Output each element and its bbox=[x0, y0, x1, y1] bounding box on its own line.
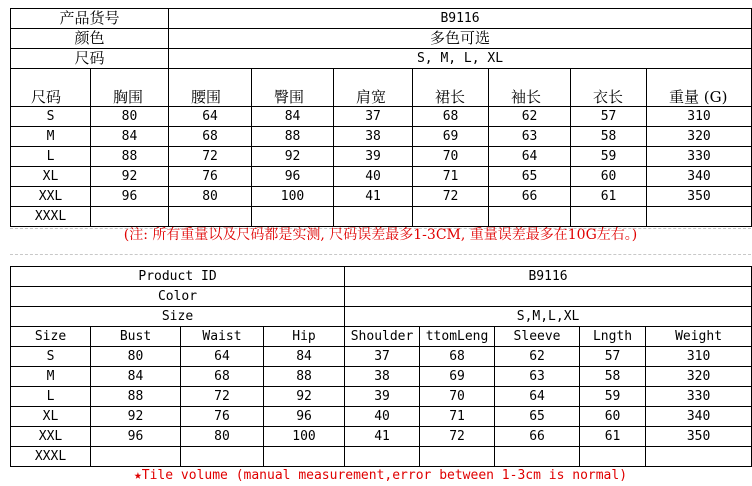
value-cell: 100 bbox=[252, 187, 334, 207]
size-cell: M bbox=[11, 367, 91, 387]
size-cell: L bbox=[11, 387, 91, 407]
table-row bbox=[11, 427, 752, 447]
value-cell: 64 bbox=[489, 147, 571, 167]
value-cell: 64 bbox=[495, 387, 580, 407]
value-cell: 63 bbox=[495, 367, 580, 387]
size-cell: XL bbox=[11, 407, 91, 427]
value-cell: 69 bbox=[420, 367, 495, 387]
value-cell: 92 bbox=[91, 407, 181, 427]
value-cell: 71 bbox=[413, 167, 489, 187]
table-row bbox=[11, 167, 752, 187]
value-cell bbox=[571, 207, 647, 227]
size-cell: S bbox=[11, 347, 91, 367]
table-row bbox=[11, 207, 752, 227]
size-label: 尺码 bbox=[11, 49, 169, 69]
header-cell: Bust bbox=[91, 327, 181, 347]
value-cell: 38 bbox=[334, 127, 413, 147]
value-cell: 320 bbox=[647, 127, 752, 147]
value-cell: 88 bbox=[91, 147, 169, 167]
measurement-note-chinese: (注: 所有重量以及尺码都是实测, 尺码误差最多1-3CM, 重量误差最多在10G左右。) bbox=[123, 227, 638, 243]
value-cell: 41 bbox=[345, 427, 420, 447]
header-cell: 袖长 bbox=[489, 69, 571, 107]
value-cell: 84 bbox=[91, 127, 169, 147]
value-cell: 88 bbox=[91, 387, 181, 407]
value-cell: 64 bbox=[181, 347, 264, 367]
value-cell: 88 bbox=[264, 367, 345, 387]
value-cell: 72 bbox=[413, 187, 489, 207]
value-cell: 69 bbox=[413, 127, 489, 147]
value-cell: 80 bbox=[91, 107, 169, 127]
size-rows bbox=[11, 347, 752, 467]
value-cell: 64 bbox=[169, 107, 252, 127]
value-cell: 72 bbox=[169, 147, 252, 167]
header-cell: Shoulder bbox=[345, 327, 420, 347]
product-id-row bbox=[11, 9, 752, 29]
color-value: 多色可选 bbox=[169, 29, 752, 49]
size-value: S, M, L, XL bbox=[169, 49, 752, 69]
value-cell bbox=[489, 207, 571, 227]
value-cell: 40 bbox=[334, 167, 413, 187]
value-cell bbox=[181, 447, 264, 467]
measurement-note-english: ★Tile volume (manual measurement,error between 1-3cm is normal) bbox=[133, 468, 628, 483]
value-cell: 62 bbox=[489, 107, 571, 127]
divider bbox=[10, 254, 751, 255]
value-cell: 80 bbox=[181, 427, 264, 447]
value-cell: 320 bbox=[646, 367, 752, 387]
product-id-label: Product ID bbox=[11, 267, 345, 287]
product-id-row bbox=[11, 267, 752, 287]
value-cell: 96 bbox=[252, 167, 334, 187]
header-cell: Weight bbox=[646, 327, 752, 347]
value-cell: 76 bbox=[181, 407, 264, 427]
table-row bbox=[11, 147, 752, 167]
product-id-value: B9116 bbox=[169, 9, 752, 29]
value-cell: 58 bbox=[571, 127, 647, 147]
size-row bbox=[11, 307, 752, 327]
value-cell: 70 bbox=[413, 147, 489, 167]
value-cell: 76 bbox=[169, 167, 252, 187]
value-cell: 71 bbox=[420, 407, 495, 427]
size-cell: XL bbox=[11, 167, 91, 187]
size-chart-english bbox=[10, 266, 752, 467]
value-cell: 40 bbox=[345, 407, 420, 427]
header-row bbox=[11, 327, 752, 347]
value-cell: 61 bbox=[571, 187, 647, 207]
value-cell: 58 bbox=[580, 367, 646, 387]
value-cell: 310 bbox=[647, 107, 752, 127]
product-id-value: B9116 bbox=[345, 267, 752, 287]
size-label: Size bbox=[11, 307, 345, 327]
value-cell: 340 bbox=[647, 167, 752, 187]
value-cell bbox=[420, 447, 495, 467]
value-cell: 96 bbox=[91, 187, 169, 207]
value-cell: 70 bbox=[420, 387, 495, 407]
value-cell: 96 bbox=[91, 427, 181, 447]
value-cell: 92 bbox=[264, 387, 345, 407]
size-cell: S bbox=[11, 107, 91, 127]
value-cell: 350 bbox=[646, 427, 752, 447]
value-cell: 57 bbox=[571, 107, 647, 127]
value-cell: 57 bbox=[580, 347, 646, 367]
header-cell: 尺码 bbox=[11, 69, 91, 107]
table-row bbox=[11, 127, 752, 147]
value-cell: 68 bbox=[169, 127, 252, 147]
header-cell: Hip bbox=[264, 327, 345, 347]
color-row bbox=[11, 29, 752, 49]
size-chart-chinese bbox=[10, 8, 752, 227]
value-cell: 66 bbox=[489, 187, 571, 207]
header-cell: ttomLeng bbox=[420, 327, 495, 347]
value-cell: 84 bbox=[252, 107, 334, 127]
size-cell: M bbox=[11, 127, 91, 147]
value-cell: 80 bbox=[169, 187, 252, 207]
table-row bbox=[11, 107, 752, 127]
header-cell: 胸围 bbox=[91, 69, 169, 107]
color-row bbox=[11, 287, 752, 307]
header-cell: 腰围 bbox=[169, 69, 252, 107]
size-rows bbox=[11, 107, 752, 227]
product-id-label: 产品货号 bbox=[11, 9, 169, 29]
value-cell: 68 bbox=[420, 347, 495, 367]
header-cell: 肩宽 bbox=[334, 69, 413, 107]
size-cell: L bbox=[11, 147, 91, 167]
value-cell bbox=[91, 447, 181, 467]
table-row bbox=[11, 187, 752, 207]
value-cell: 37 bbox=[345, 347, 420, 367]
value-cell: 72 bbox=[181, 387, 264, 407]
value-cell: 84 bbox=[91, 367, 181, 387]
value-cell: 62 bbox=[495, 347, 580, 367]
value-cell: 330 bbox=[647, 147, 752, 167]
value-cell: 39 bbox=[345, 387, 420, 407]
value-cell bbox=[169, 207, 252, 227]
size-cell: XXXL bbox=[11, 447, 91, 467]
color-value bbox=[345, 287, 752, 307]
table-row bbox=[11, 347, 752, 367]
value-cell: 72 bbox=[420, 427, 495, 447]
table-row bbox=[11, 367, 752, 387]
value-cell: 61 bbox=[580, 427, 646, 447]
value-cell: 96 bbox=[264, 407, 345, 427]
value-cell: 39 bbox=[334, 147, 413, 167]
table-row bbox=[11, 447, 752, 467]
value-cell bbox=[413, 207, 489, 227]
value-cell: 59 bbox=[571, 147, 647, 167]
value-cell bbox=[264, 447, 345, 467]
value-cell bbox=[580, 447, 646, 467]
value-cell: 65 bbox=[489, 167, 571, 187]
value-cell: 65 bbox=[495, 407, 580, 427]
value-cell: 80 bbox=[91, 347, 181, 367]
size-cell: XXL bbox=[11, 427, 91, 447]
value-cell bbox=[345, 447, 420, 467]
header-cell: 裙长 bbox=[413, 69, 489, 107]
header-cell: 衣长 bbox=[571, 69, 647, 107]
value-cell: 68 bbox=[181, 367, 264, 387]
value-cell bbox=[252, 207, 334, 227]
value-cell: 60 bbox=[571, 167, 647, 187]
value-cell: 92 bbox=[252, 147, 334, 167]
value-cell: 59 bbox=[580, 387, 646, 407]
table-row bbox=[11, 387, 752, 407]
color-label: 颜色 bbox=[11, 29, 169, 49]
value-cell: 84 bbox=[264, 347, 345, 367]
value-cell: 68 bbox=[413, 107, 489, 127]
header-cell: Lngth bbox=[580, 327, 646, 347]
value-cell bbox=[495, 447, 580, 467]
size-value: S,M,L,XL bbox=[345, 307, 752, 327]
header-row bbox=[11, 69, 752, 107]
value-cell bbox=[646, 447, 752, 467]
value-cell: 38 bbox=[345, 367, 420, 387]
value-cell: 340 bbox=[646, 407, 752, 427]
header-cell: Size bbox=[11, 327, 91, 347]
size-cell: XXXL bbox=[11, 207, 91, 227]
header-cell: 臀围 bbox=[252, 69, 334, 107]
value-cell: 350 bbox=[647, 187, 752, 207]
header-cell: 重量 (G) bbox=[647, 69, 752, 107]
value-cell: 330 bbox=[646, 387, 752, 407]
value-cell bbox=[647, 207, 752, 227]
value-cell: 41 bbox=[334, 187, 413, 207]
color-label: Color bbox=[11, 287, 345, 307]
value-cell: 92 bbox=[91, 167, 169, 187]
value-cell: 66 bbox=[495, 427, 580, 447]
value-cell bbox=[91, 207, 169, 227]
value-cell bbox=[334, 207, 413, 227]
value-cell: 88 bbox=[252, 127, 334, 147]
header-cell: Sleeve bbox=[495, 327, 580, 347]
value-cell: 310 bbox=[646, 347, 752, 367]
size-row bbox=[11, 49, 752, 69]
value-cell: 63 bbox=[489, 127, 571, 147]
header-cell: Waist bbox=[181, 327, 264, 347]
table-row bbox=[11, 407, 752, 427]
value-cell: 60 bbox=[580, 407, 646, 427]
value-cell: 100 bbox=[264, 427, 345, 447]
value-cell: 37 bbox=[334, 107, 413, 127]
size-cell: XXL bbox=[11, 187, 91, 207]
